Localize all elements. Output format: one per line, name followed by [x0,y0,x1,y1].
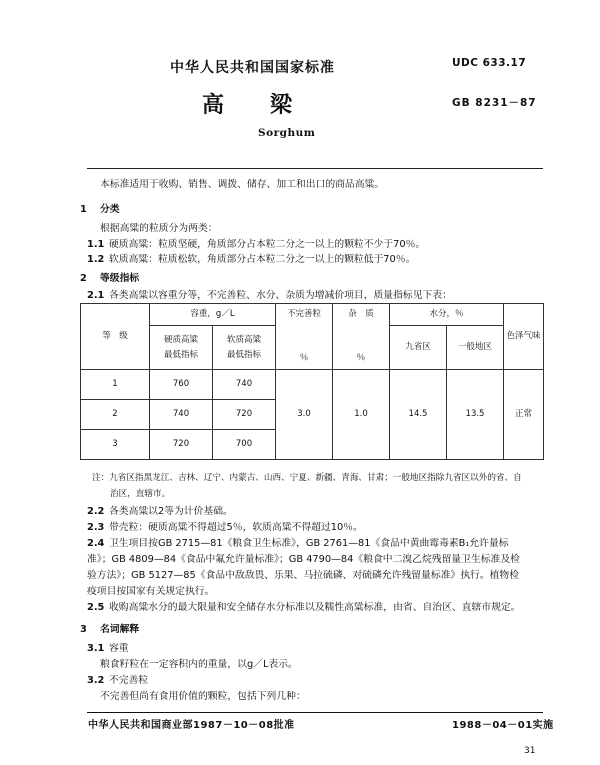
hard-cell: 740 [150,400,213,430]
item-2-3 [87,521,363,534]
item-2-4-line2: 准》；GB 4809—84《食品中氟允许量标准》；GB 4790—84《粮食中二溴乙烷残留量卫生标准及检 [87,554,520,565]
english-title: Sorghum [258,127,316,139]
imperfect-unit: ％ [276,348,333,370]
general-header: 一般地区 [447,326,504,370]
imperfect-value: 3.0 [276,370,333,460]
hard-cell: 720 [150,430,213,460]
page-title: 高梁 [202,93,339,118]
intro-text: 本标准适用于收购、销售、调拨、储存、加工和出口的商品高粱。 [100,179,385,190]
item-num: 1.1 [87,239,105,250]
item-num: 3.1 [87,643,105,654]
imperfect-header: 不完善粒 [276,304,333,326]
item-2-1 [87,289,452,302]
item-title: 容重 [109,643,129,654]
item-text: 卫生项目按GB 2715—81《粮食卫生标准》，GB 2761—81《食品中黄曲霉毒素B₁允许量标 [109,538,509,549]
header-divider [87,168,543,169]
general-value: 13.5 [447,370,504,460]
footer-divider [87,712,543,713]
hard-cell: 760 [150,370,213,400]
impurity-header-blank [333,326,390,348]
item-num: 3.2 [87,675,105,686]
hard-header [150,326,213,370]
sec2-num: 2 [80,273,87,284]
effective-date: 1988－04－01实施 [452,720,554,731]
nine-value: 14.5 [390,370,447,460]
sec2-title: 等级指标 [100,273,140,284]
item-num: 2.2 [87,506,105,517]
sec3-title: 名词解释 [100,624,140,635]
soft-label-2: 最低指标 [226,349,261,360]
sec1-num: 1 [80,204,87,215]
nine-header: 九省区 [390,326,447,370]
item-3-2 [87,674,148,687]
sec2-heading [80,272,139,285]
color-value: 正常 [504,370,544,460]
item-num: 1.2 [87,254,105,265]
item-1-2 [87,253,415,266]
item-2-4-line1 [87,537,509,550]
item-num: 2.4 [87,538,105,549]
note-line-2: 治区，直辖市。 [110,489,171,499]
grade-cell: 3 [81,430,150,460]
item-2-4-line4: 疫项目按国家有关规定执行。 [87,586,215,597]
weight-header: 容重，g／L [150,304,276,326]
sec3-num: 3 [80,624,87,635]
imperfect-header-blank [276,326,333,348]
impurity-header: 杂 质 [333,304,390,326]
hard-label-1: 硬质高粱 [163,334,198,345]
item-2-5 [87,601,520,614]
item-num: 2.3 [87,522,105,533]
item-3-2-text: 不完善但尚有食用价值的颗粒，包括下列几种： [100,691,306,702]
item-2-4-line3: 验方法》；GB 5127—85《食品中敌敌畏、乐果、马拉硫磷、对硫磷允许残留量标准》执行。植物检 [87,570,520,581]
grade-cell: 1 [81,370,150,400]
item-1-1 [87,238,425,251]
item-num: 2.5 [87,602,105,613]
table-row [81,370,544,400]
item-text: 软质高粱：粒质松软，角质部分占本粒二分之一以上的颗粒低于70％。 [109,254,416,265]
color-header: 色泽气味 [504,304,544,370]
item-3-1 [87,642,129,655]
item-text: 各类高粱以2等为计价基础。 [109,506,233,517]
sec1-heading [80,203,120,216]
moisture-header: 水分，％ [390,304,504,326]
standard-org: 中华人民共和国国家标准 [170,60,335,76]
item-2-2 [87,505,233,518]
grade-cell: 2 [81,400,150,430]
soft-cell: 720 [213,400,276,430]
impurity-value: 1.0 [333,370,390,460]
note-line-1: 注：九省区指黑龙江、吉林、辽宁、内蒙古、山西、宁夏、新疆、青海、甘肃；一般地区指除九省区以外的省、自 [92,473,522,483]
page-number: 31 [524,746,536,756]
soft-header [213,326,276,370]
quality-table [80,303,544,460]
item-3-1-text: 粮食籽粒在一定容积内的重量，以g／L表示。 [100,659,298,670]
impurity-unit: ％ [333,348,390,370]
item-text: 硬质高粱：粒质坚硬，角质部分占本粒二分之一以上的颗粒不少于70％。 [109,239,426,250]
sec1-title: 分类 [100,204,120,215]
approval-line: 中华人民共和国商业部1987－10－08批准 [88,720,295,731]
soft-cell: 700 [213,430,276,460]
grade-header: 等 级 [81,304,150,370]
item-text: 各类高粱以容重分等，不完善粒、水分、杂质为增减价项目，质量指标见下表： [109,290,452,301]
soft-cell: 740 [213,370,276,400]
item-title: 不完善粒 [109,675,149,686]
sec1-lead: 根据高粱的粒质分为两类： [100,223,218,234]
item-num: 2.1 [87,290,105,301]
soft-label-1: 软质高粱 [226,334,261,345]
hard-label-2: 最低指标 [163,349,198,360]
udc-code: UDC 633.17 [452,57,527,69]
item-text: 收购高粱水分的最大限量和安全储存水分标准以及糯性高粱标准，由省、自治区、直辖市规定。 [109,602,521,613]
item-text: 带壳粒：硬质高粱不得超过5％，软质高粱不得超过10％。 [109,522,363,533]
sec3-heading [80,623,139,636]
gb-code: GB 8231－87 [452,97,537,109]
